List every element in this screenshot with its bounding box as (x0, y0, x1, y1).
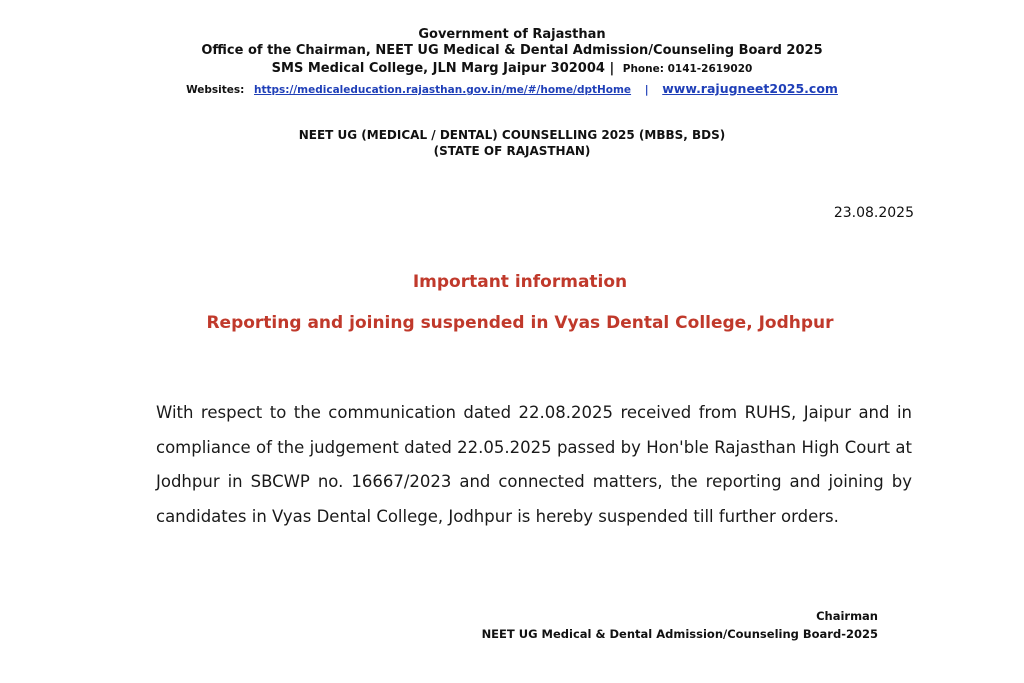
website-link-medical-education[interactable]: https://medicaleducation.rajasthan.gov.in/me/#/home/dptHome (254, 84, 632, 96)
address-line (0, 61, 1024, 76)
websites-separator: | (644, 84, 649, 96)
address-text: SMS Medical College, JLN Marg Jaipur 302004 | (271, 61, 615, 76)
office-heading: Office of the Chairman, NEET UG Medical & Dental Admission/Counseling Board 2025 (201, 43, 823, 58)
websites-row (0, 81, 1024, 96)
website-link-rajugneet[interactable]: www.rajugneet2025.com (662, 81, 838, 96)
notice-body: With respect to the communication dated 22.08.2025 received from RUHS, Jaipur and in compliance of the judgement dated 22.05.2025 passed by Hon'ble Rajasthan High Court at Jodhpur in SBCWP no. 16667/2023 and connected matters, the reporting and joining by candidates in Vyas Dental College, Jodhpur is hereby suspended till further orders. (156, 403, 912, 526)
signature-title: Chairman (816, 609, 878, 623)
notice-date: 23.08.2025 (833, 205, 914, 221)
websites-label: Websites: (186, 84, 245, 96)
government-heading: Government of Rajasthan (418, 27, 606, 42)
notice-title: Important information (412, 272, 628, 292)
signature-board: NEET UG Medical & Dental Admission/Counseling Board-2025 (481, 627, 878, 641)
notice-subtitle: Reporting and joining suspended in Vyas Dental College, Jodhpur (206, 313, 834, 333)
state-subject: (STATE OF RAJASTHAN) (433, 144, 591, 158)
phone-text: Phone: 0141-2619020 (622, 63, 753, 75)
counselling-subject: NEET UG (MEDICAL / DENTAL) COUNSELLING 2025 (MBBS, BDS) (298, 128, 726, 142)
